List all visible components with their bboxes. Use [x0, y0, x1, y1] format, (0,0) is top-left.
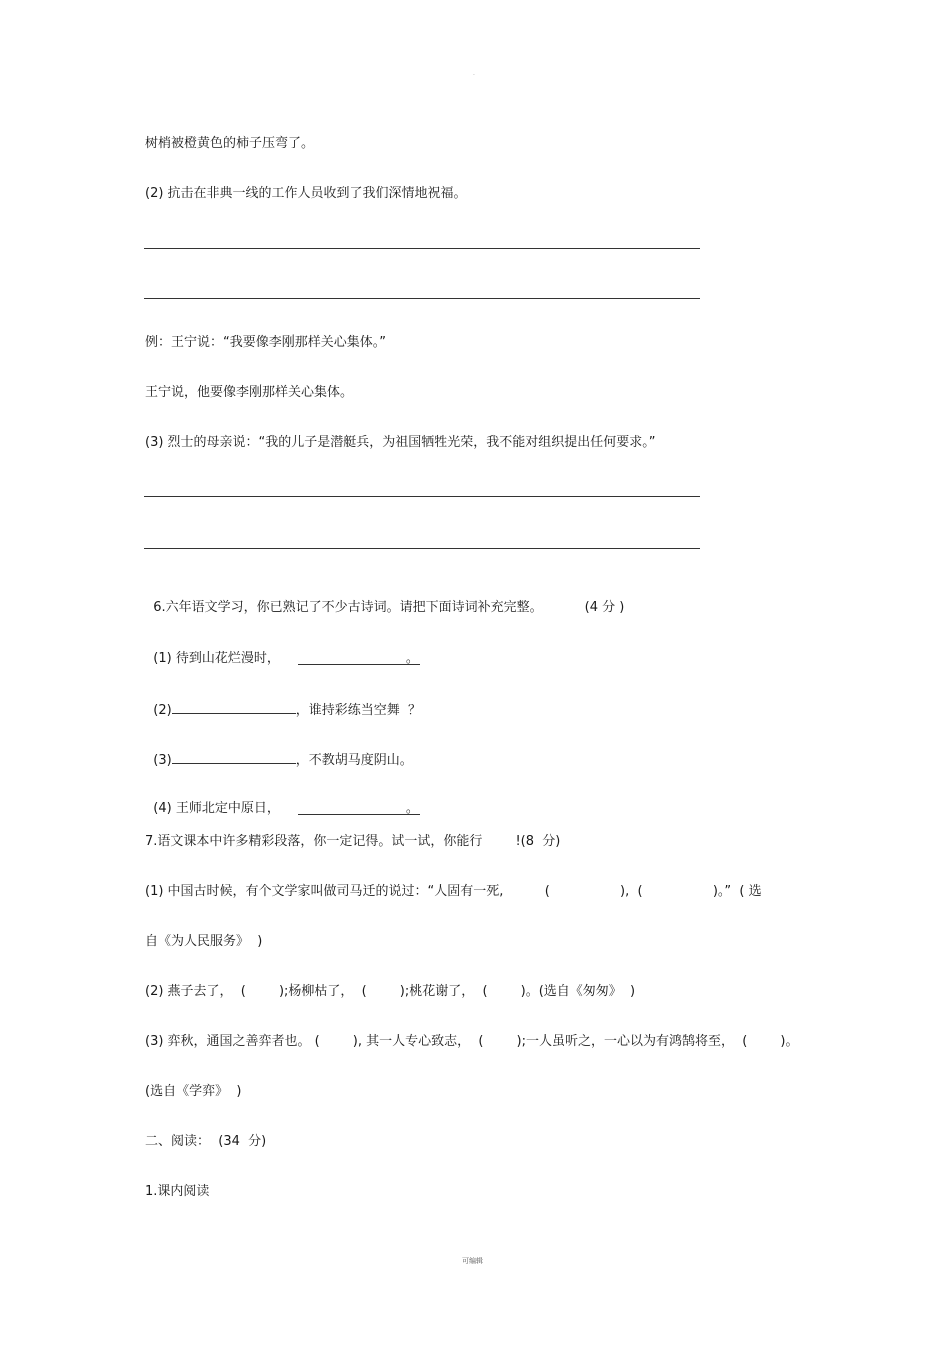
blank-field[interactable]	[298, 651, 420, 665]
question-6-text: 6.六年语文学习，你已熟记了不少古诗词。请把下面诗词补充完整。	[153, 600, 543, 615]
answer-rule	[144, 548, 700, 549]
text-line-1: 树梢被橙黄色的柿子压弯了。	[145, 136, 315, 151]
page-footer: 可编辑	[462, 1257, 483, 1265]
question-6-2	[145, 684, 421, 719]
question-7: 7.语文课本中许多精彩段落，你一定记得。试一试，你能行 !(8 分)	[145, 834, 561, 849]
question-7-3: (3) 弈秋，通国之善弈者也。 ( ), 其一人专心致志， ( );一人虽听之，一心以为有鸿鹄将至， ( )。	[145, 1034, 799, 1049]
text-line-3: (3) 烈士的母亲说：“我的儿子是潜艇兵，为祖国牺牲光荣，我不能对组织提出任何要求。”	[145, 435, 656, 450]
question-6-3	[145, 734, 413, 769]
q6-3-num: (3)	[153, 753, 172, 768]
q6-2-num: (2)	[153, 703, 172, 718]
example-line: 例：王宁说：“我要像李刚那样关心集体。”	[145, 335, 386, 350]
question-7-1: (1) 中国古时候，有个文学家叫做司马迁的说过：“人固有一死, ( ), ( )。” ( 选	[145, 884, 762, 899]
question-6-score: (4 分 )	[584, 600, 625, 615]
answer-rule	[144, 248, 700, 249]
example-answer: 王宁说，他要像李刚那样关心集体。	[145, 385, 354, 400]
question-7-2: (2) 燕子去了， ( );杨柳枯了， ( );桃花谢了， ( )。(选自《匆匆》 )	[145, 984, 636, 999]
q6-1-end: 。	[405, 651, 419, 666]
answer-rule	[144, 298, 700, 299]
text-line-2: (2) 抗击在非典一线的工作人员收到了我们深情地祝福。	[145, 186, 467, 201]
q6-3-text: ，不教胡马度阴山。	[295, 753, 413, 768]
blank-field[interactable]	[298, 801, 420, 815]
q6-4-text: (4) 王师北定中原日，	[153, 801, 280, 816]
q6-1-text: (1) 待到山花烂漫时，	[153, 651, 280, 666]
question-7-1-source: 自《为人民服务》 )	[145, 934, 263, 949]
question-6-1	[145, 635, 420, 667]
section-2-heading: 二、阅读： (34 分)	[145, 1134, 267, 1149]
question-7-3-source: (选自《学弈》 )	[145, 1084, 242, 1099]
answer-rule	[144, 496, 700, 497]
section-2-item-1: 1.课内阅读	[145, 1184, 210, 1199]
q6-2-text: ，谁持彩练当空舞 ？	[295, 703, 421, 718]
question-6-4	[145, 785, 420, 817]
question-6	[145, 584, 624, 616]
header-dot: ·	[473, 72, 475, 79]
blank-field[interactable]	[172, 700, 296, 714]
blank-field[interactable]	[172, 750, 296, 764]
q6-4-end: 。	[405, 801, 419, 816]
